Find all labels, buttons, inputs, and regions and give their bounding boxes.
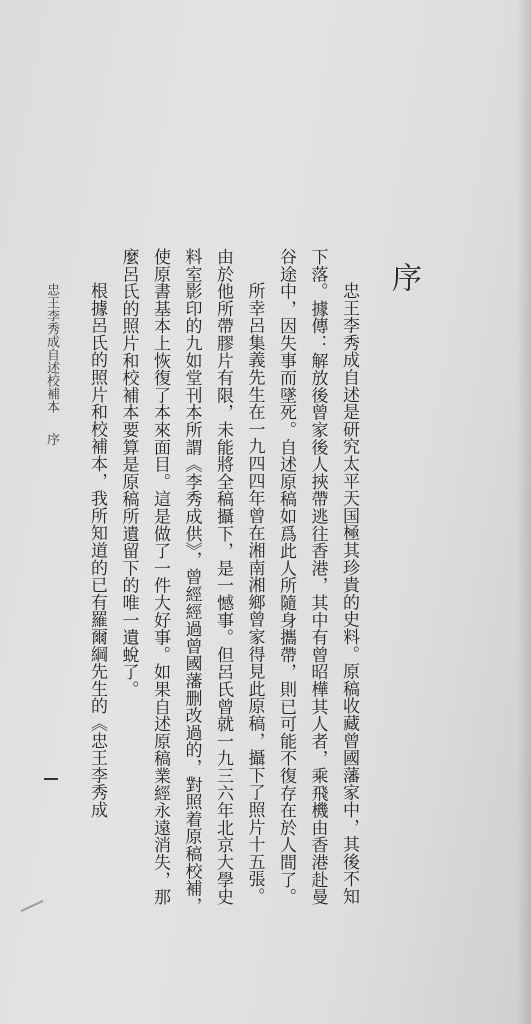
paragraph-2: 所幸呂集義先生在一九四四年曾在湘南湘鄉曾家得見此原稿，攝下了照片十五張。由於他所帶膠片有限，未能將全稿攝下，是一憾事。但呂氏曾就一九三六年北京大學史料室影印的九如堂刊本所謂《李秀成供》，曾經經過曾國藩删改過的，對照着原稿校補，使原書基本上恢復了本來面目。這是做了一件大好事。如果自述原稿業經永遠消失，那麼呂氏的照片和校補本要算是原稿所遺留下的唯一遺蛻了。 [118,248,265,915]
running-footer [38,283,62,803]
footer-book-title: 忠王李秀成自述校補本 [44,283,59,413]
page-number [44,778,58,780]
pencil-mark [21,900,44,912]
paragraph-3: 根據呂氏的照片和校補本，我所知道的已有羅爾綱先生的《忠王李秀成 [87,282,107,819]
preface-body [64,248,364,918]
paragraph-1: 忠王李秀成自述是研究太平天国極其珍貴的史料。原稿收藏曾國藩家中，其後不知下落。據傳：解放後曾家後人挾帶逃往香港，其中有曾昭樺其人者，乘飛機由香港赴曼谷途中，因失事而墜死。自述原稿如爲此人所隨身攜帶，則已可能不復存在於人間了。 [276,248,359,906]
preface-title: 序 [386,262,421,292]
footer-section: 序 [44,432,59,446]
